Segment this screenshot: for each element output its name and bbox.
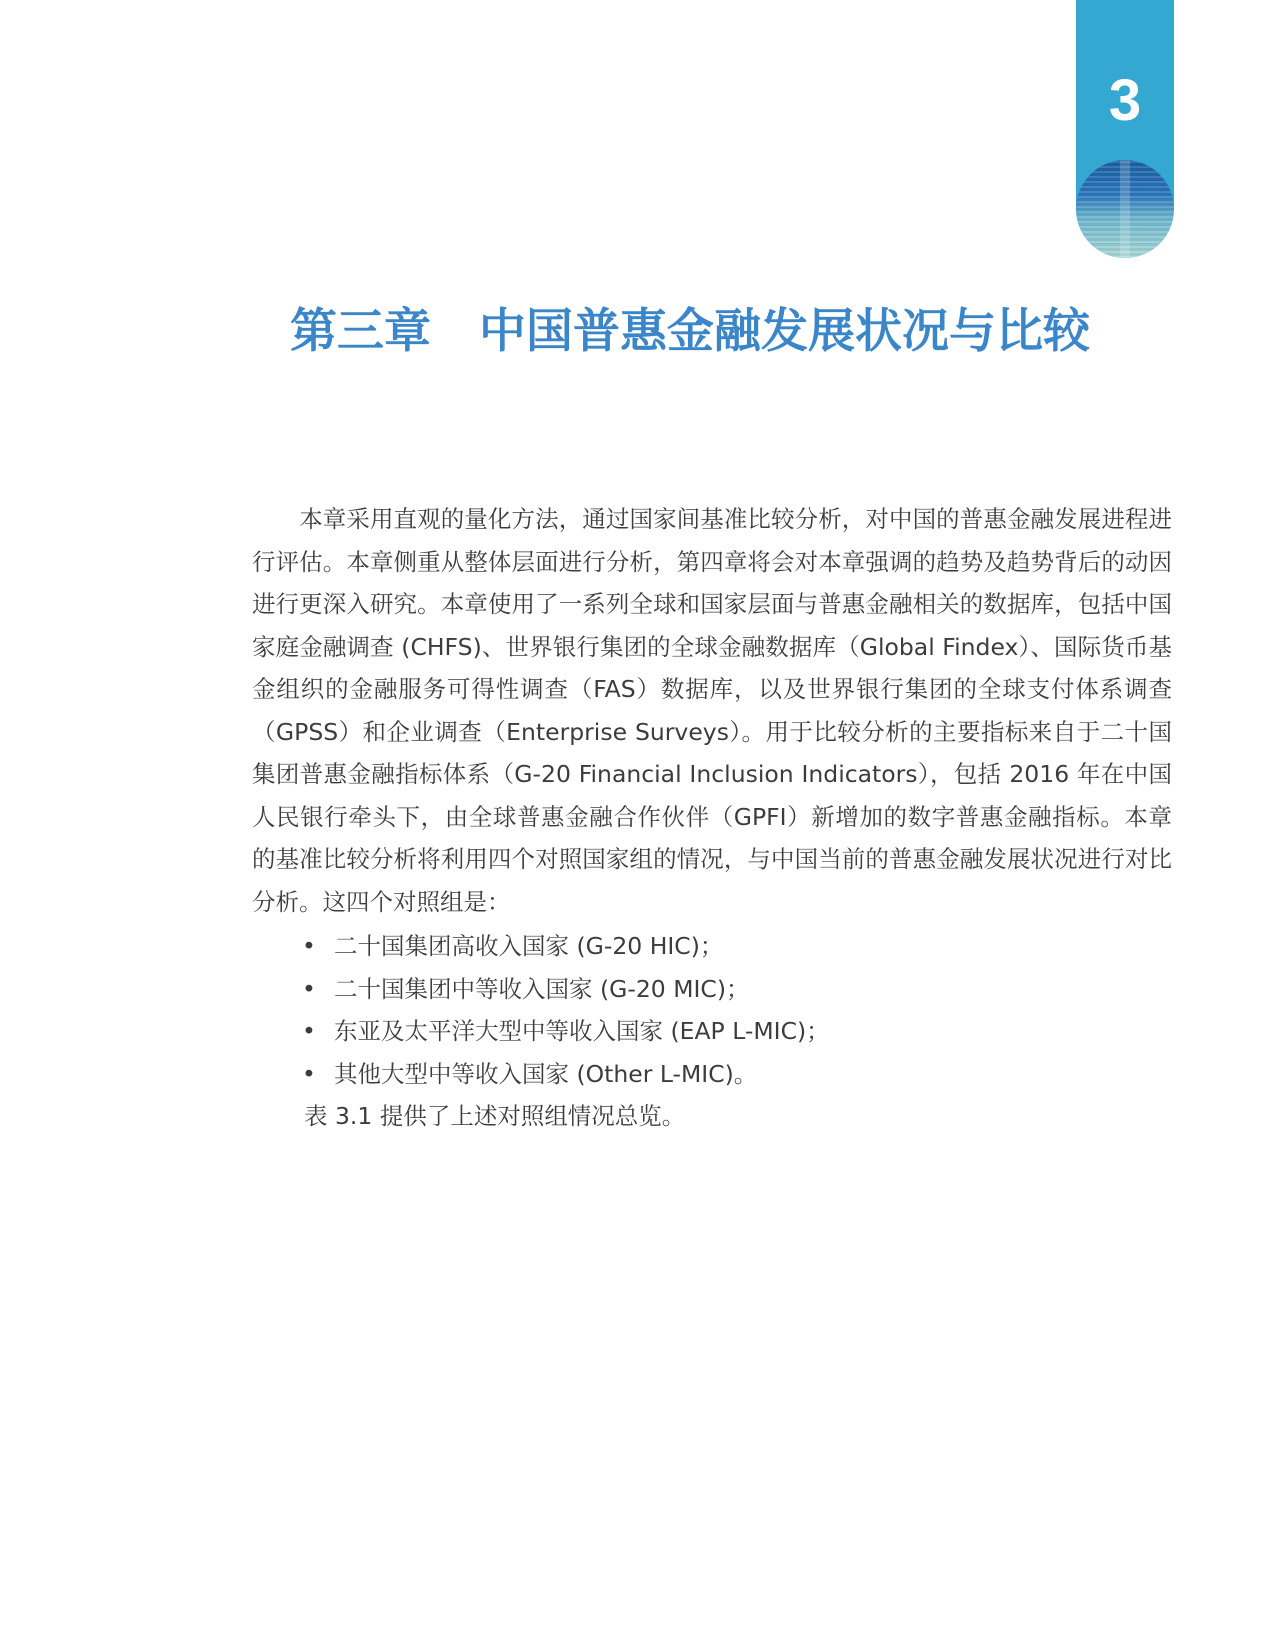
comparison-group-list	[300, 925, 830, 1095]
closing-sentence: 表 3.1 提供了上述对照组情况总览。	[304, 1102, 686, 1130]
list-item	[300, 968, 830, 1011]
chapter-number: 3	[1108, 68, 1142, 133]
chapter-emblem-icon	[1076, 160, 1174, 258]
list-item-text: 二十国集团中等收入国家 (G-20 MIC)；	[334, 974, 750, 1003]
list-item	[300, 1010, 830, 1053]
list-item	[300, 1053, 830, 1096]
chapter-title	[290, 302, 1150, 362]
chapter-label: 第三章	[290, 304, 431, 359]
bullet-icon: •	[302, 974, 316, 1003]
chapter-name: 中国普惠金融发展状况与比较	[479, 304, 1090, 359]
bullet-icon: •	[302, 932, 316, 960]
bullet-icon: •	[302, 1059, 316, 1088]
list-item-text: 二十国集团高收入国家 (G-20 HIC)；	[334, 932, 724, 960]
list-item-text: 东亚及太平洋大型中等收入国家 (EAP L-MIC)；	[334, 1017, 830, 1045]
intro-paragraph	[252, 498, 1172, 923]
bullet-icon: •	[302, 1017, 316, 1045]
intro-paragraph-text: 本章采用直观的量化方法，通过国家间基准比较分析，对中国的普惠金融发展进程进行评估。本章侧重从整体层面进行分析，第四章将会对本章强调的趋势及趋势背后的动因进行更深入研究。本章使用了一系列全球和国家层面与普惠金融相关的数据库，包括中国家庭金融调查 (CHFS)、世界银行集团的全球金融数据库（Global Findex）、国际货币基金组织的金融服务可得性调查（FAS）数据库，以及世界银行集团的全球支付体系调查（GPSS）和企业调查（Enterprise Surveys）。用于比较分析的主要指标来自于二十国集团普惠金融指标体系（G-20 Financial Inclusion Indicators），包括 2016 年在中国人民银行牵头下，由全球普惠金融合作伙伴（GPFI）新增加的数字普惠金融指标。本章的基准比较分析将利用四个对照国家组的情况，与中国当前的普惠金融发展状况进行对比分析。这四个对照组是：	[252, 505, 1173, 916]
chapter-tab	[1076, 0, 1174, 258]
list-item	[300, 925, 830, 968]
list-item-text: 其他大型中等收入国家 (Other L-MIC)。	[334, 1059, 758, 1088]
